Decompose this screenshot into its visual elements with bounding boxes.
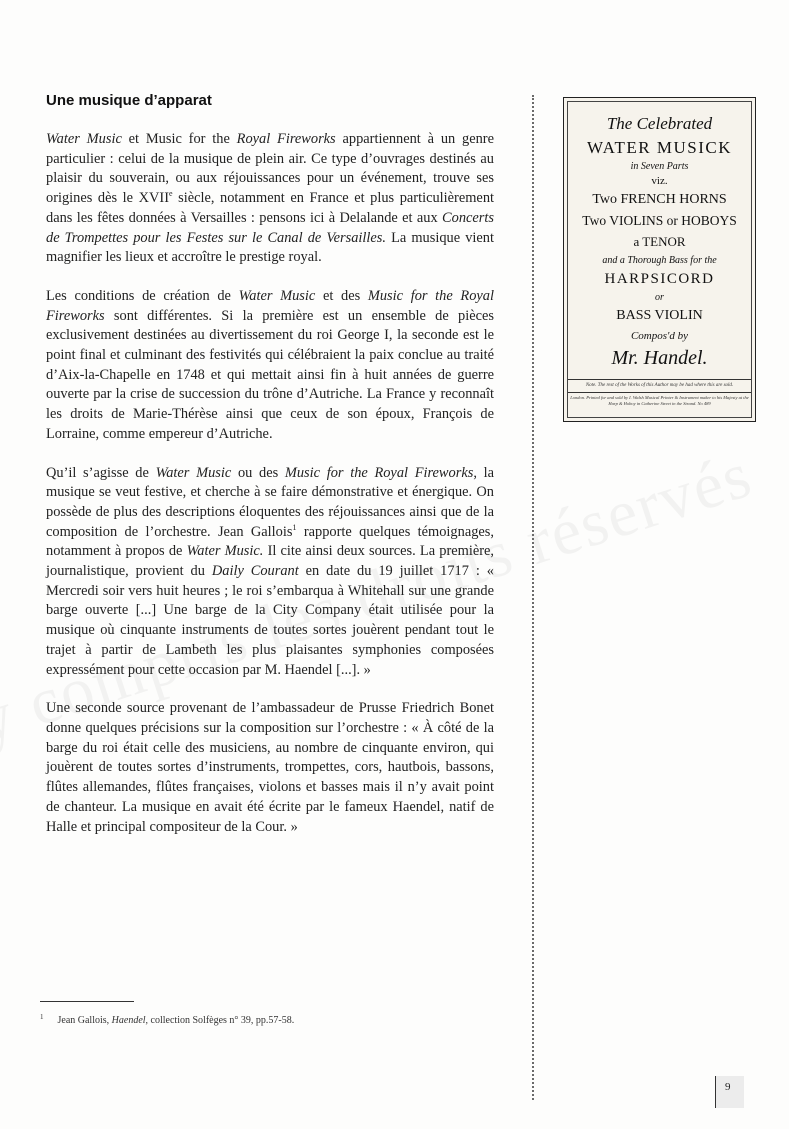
italic-title: Royal Fireworks <box>236 131 336 147</box>
title-page-line: and a Thorough Bass for the <box>602 255 717 266</box>
title-page-image <box>563 97 756 422</box>
title-page-line: WATER MUSICK <box>586 138 733 157</box>
italic-title: Water Music <box>238 287 316 304</box>
italic-title: Water Music <box>155 464 232 481</box>
page-number-tab <box>715 1076 744 1108</box>
title-page-line: Two VIOLINS or HOBOYS <box>582 213 737 228</box>
title-page-line: HARPSICORD <box>604 271 715 287</box>
text-run: Il cite ainsi deux sources. La première, journalistique, provient du <box>46 543 494 580</box>
italic-title: Concerts de Trompettes pour les Festes sur le Canal de Versailles. <box>46 209 494 246</box>
paragraph-4 <box>46 699 494 837</box>
title-page-rule <box>568 379 751 380</box>
text-run: et des <box>315 287 368 304</box>
italic-title: Water Music <box>46 131 122 147</box>
section-heading: Une musique d’apparat <box>46 92 212 109</box>
title-page-line: in Seven Parts <box>630 161 689 172</box>
paragraph-2 <box>46 287 494 445</box>
title-page-line: viz. <box>651 175 668 187</box>
italic-title: Music for the Royal Fireworks <box>284 464 474 481</box>
text-run: en date du 19 juillet 1717 : « Mercredi soir vers huit heures ; le roi s’embarqua à Whitehall sur une grande barge ouverte [...] Une barge de la City Company était utilisée pour la musique où cinquante instruments de toutes sortes jouèrent pendant tout le trajet à partir de Lambeth les plus plaisantes symphonies composées expressément pour cette occasion par M. Haendel [...]. » <box>46 563 494 678</box>
text-run: et Music for the <box>121 131 237 147</box>
text-run: collection Solfèges n° 39, pp.57-58. <box>148 1015 295 1026</box>
footnote-number: 1 <box>40 1013 44 1021</box>
italic-title: Daily Courant <box>211 563 299 580</box>
paragraph-3 <box>46 464 494 681</box>
paragraph-1 <box>46 130 494 268</box>
text-run: rapporte quelques témoignages, notamment à propos de <box>46 523 494 560</box>
text-run: La musique vient magnifier les lieux et accroître le prestige royal. <box>46 229 494 266</box>
title-page-line: or <box>655 292 664 303</box>
italic-title: Haendel, <box>111 1015 149 1026</box>
footnote-ref: 1 <box>292 522 297 532</box>
text-run: ou des <box>231 464 285 481</box>
title-page-line: The Celebrated <box>606 114 713 133</box>
page-number: 9 <box>725 1081 731 1093</box>
title-page-note: Note. The rest of the Works of this Author may be had where this are sold. <box>585 383 734 388</box>
text-run: siècle, notamment en France et plus particulièrement dans les fêtes données à Versailles : pensons ici à Delalande et aux <box>46 190 495 226</box>
title-page-imprint: London. Printed for and sold by I. Walsh Musical Printer & Instrument maker to his Majesty at the Harp & Hoboy in Catherine Street in the Strand. No 489 <box>570 395 749 406</box>
column-divider-dotted <box>532 95 534 1100</box>
body-text <box>46 130 494 856</box>
text-run: Une seconde source provenant de l’ambassadeur de Prusse Friedrich Bonet donne quelques précisions sur la composition sur l’orchestre : « À côté de la barge du roi était celle des musiciens, au nombre de cinquante environ, qui jouèrent de toutes sortes d’instruments, trompettes, cors, hautbois, bassons, flûtes allemandes, flûtes françaises, violons et basses mais il n’y avait point de chanteur. La musique en avait été écrite par le fameux Haendel, natif de Halle et principal compositeur de la Cour. » <box>46 700 494 835</box>
title-page-line: a TENOR <box>633 234 686 249</box>
text-run: sont différentes. Si la première est un ensemble de pièces exclusivement destinées au divertissement du roi George I, la seconde est le point final et culminant des festivités qui célébraient la paix conclue au traité d’Aix-la-Chapelle en 1748 et qui mettait ainsi fin à huit années de guerre ouverte par la crise de succession du trône d’Autriche. La France y reconnaît les droits de Marie-Thérèse ainsi que ceux de son époux, François de Lorraine, comme empereur d’Autriche. <box>46 307 494 442</box>
text-run: Qu’il s’agisse de <box>46 464 156 481</box>
footnote <box>40 1013 294 1026</box>
superscript: e <box>169 189 173 199</box>
italic-title: Music for the Royal Fireworks <box>46 287 494 324</box>
title-page-line: Two FRENCH HORNS <box>592 192 727 207</box>
text-run: Jean Gallois, <box>57 1015 112 1026</box>
text-run: Les conditions de création de <box>46 287 239 304</box>
title-page-line: Mr. Handel. <box>611 347 708 369</box>
footnote-rule <box>40 1001 134 1002</box>
text-run: , la musique se veut festive, et cherche à se faire démonstrative et énergique. On possède de plus des descriptions éloquentes des réjouissances ainsi que de la composition de l’orchestre. Jean Gallois <box>46 464 494 540</box>
text-run: appartiennent à un genre particulier : celui de la musique de plein air. Ce type d’ouvrages destinés au plaisir du souverain, ou aux réjouissances pour un événement, trouve ses origines dès le XVII <box>46 131 494 207</box>
title-page-rule <box>568 392 751 393</box>
title-page-line: Compos'd by <box>630 330 689 342</box>
italic-title: Water Music. <box>186 543 264 560</box>
title-page-line: BASS VIOLIN <box>616 308 703 323</box>
